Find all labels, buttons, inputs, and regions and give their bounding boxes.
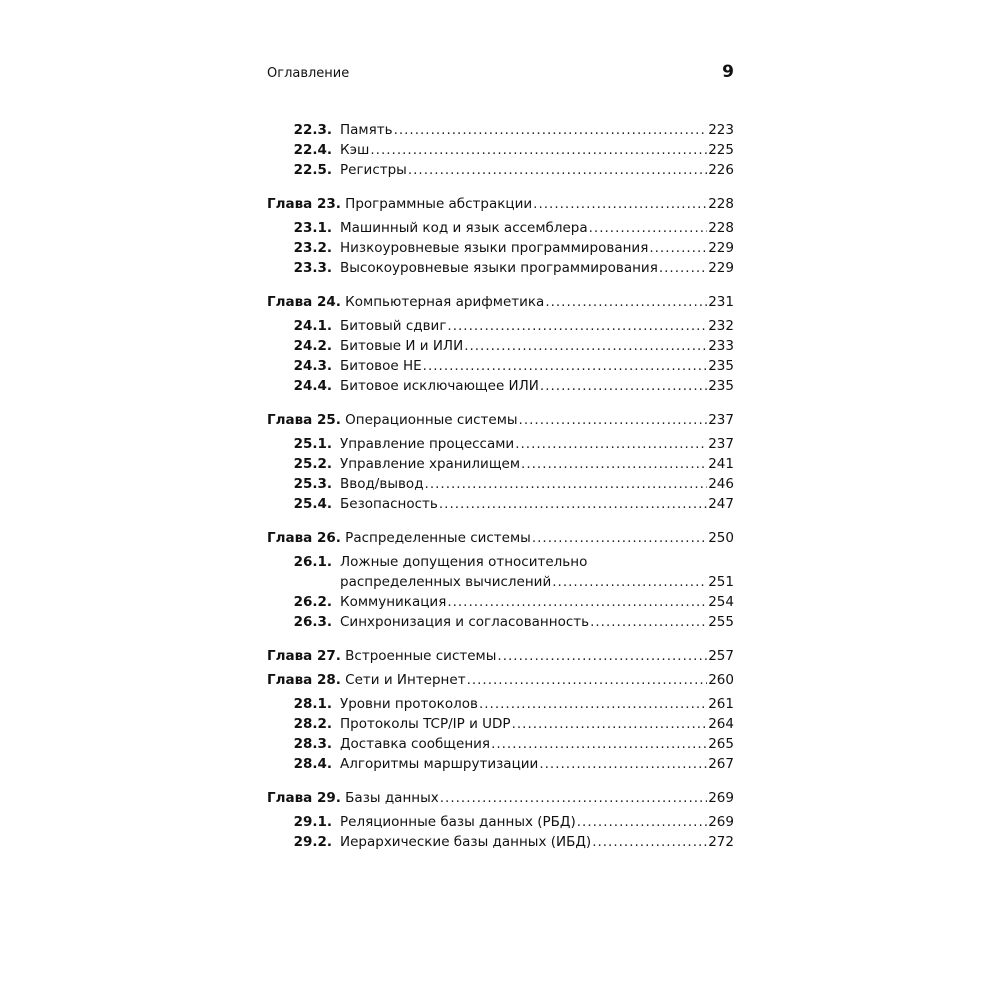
toc-section-entry <box>267 454 734 474</box>
toc-section-number: 22.3. <box>293 122 332 138</box>
toc-section-number: 23.1. <box>293 220 332 236</box>
toc-section-number: 28.3. <box>293 736 332 752</box>
toc-chapter-number: Глава 27. <box>267 648 341 664</box>
toc-entry-line <box>267 788 734 808</box>
toc-dot-leader <box>515 434 707 454</box>
toc-chapter-title: Встроенные системы <box>345 648 497 664</box>
toc-entry-line <box>267 218 734 238</box>
toc-dot-leader <box>447 316 707 336</box>
toc-page-number: 261 <box>708 696 734 712</box>
toc-chapter-title: Сети и Интернет <box>345 672 466 688</box>
toc-chapter-entry <box>267 410 734 430</box>
toc-chapter-entry <box>267 670 734 690</box>
toc-section-title: Реляционные базы данных (РБД) <box>340 814 576 830</box>
toc-section-entry <box>267 714 734 734</box>
toc-section-number: 22.5. <box>293 162 332 178</box>
toc-section-title: Битовые И и ИЛИ <box>340 338 464 354</box>
toc-entry-line <box>267 336 734 356</box>
toc-section-number: 24.4. <box>293 378 332 394</box>
toc-entry-line <box>267 528 734 548</box>
toc-chapter-entry <box>267 528 734 548</box>
toc-page-number: 272 <box>708 834 734 850</box>
toc-entry-line <box>267 376 734 396</box>
toc-entry-line <box>267 734 734 754</box>
toc-entry-line <box>267 754 734 774</box>
toc-dot-leader <box>577 812 707 832</box>
toc-entry-line <box>267 646 734 666</box>
toc-section-number: 25.3. <box>293 476 332 492</box>
toc-section-entry <box>267 812 734 832</box>
toc-section-number: 24.1. <box>293 318 332 334</box>
toc-section-title: распределенных вычислений <box>340 574 552 590</box>
toc-section-title: Коммуникация <box>340 594 447 610</box>
toc-section-title: Безопасность <box>340 496 438 512</box>
toc-dot-leader <box>491 734 707 754</box>
toc-entry-line <box>267 120 734 140</box>
toc-section-entry <box>267 612 734 632</box>
toc-dot-leader <box>592 832 707 852</box>
toc-section-title: Низкоуровневые языки программирования <box>340 240 649 256</box>
toc-chapter-number: Глава 29. <box>267 790 341 806</box>
toc-section-title: Протоколы TCP/IP и UDP <box>340 716 511 732</box>
toc-section-title: Машинный код и язык ассемблера <box>340 220 588 236</box>
toc-section-entry <box>267 434 734 454</box>
toc-chapter-number: Глава 26. <box>267 530 341 546</box>
toc-page-number: 257 <box>708 648 734 664</box>
toc-section-entry <box>267 258 734 278</box>
toc-section-title: Иерархические базы данных (ИБД) <box>340 834 592 850</box>
toc-page-number: 267 <box>708 756 734 772</box>
toc-page-number: 229 <box>708 240 734 256</box>
toc-entry-line <box>267 670 734 690</box>
toc-entry-line <box>267 494 734 514</box>
toc-section-entry <box>267 140 734 160</box>
table-of-contents <box>267 120 734 852</box>
toc-dot-leader <box>464 336 707 356</box>
toc-page-number: 233 <box>708 338 734 354</box>
toc-section-number: 26.3. <box>293 614 332 630</box>
toc-entry-line <box>267 434 734 454</box>
running-header-title: Оглавление <box>267 66 350 81</box>
toc-section-number: 24.3. <box>293 358 332 374</box>
toc-section-entry <box>267 218 734 238</box>
toc-section-number: 26.2. <box>293 594 332 610</box>
toc-page-number: 260 <box>708 672 734 688</box>
toc-section-entry <box>267 376 734 396</box>
toc-dot-leader <box>408 160 707 180</box>
toc-section-entry <box>267 734 734 754</box>
toc-section-title: Битовое НЕ <box>340 358 422 374</box>
toc-section-number: 23.3. <box>293 260 332 276</box>
toc-page-number: 265 <box>708 736 734 752</box>
toc-dot-leader <box>545 292 707 312</box>
toc-dot-leader <box>519 410 708 430</box>
toc-section-title: Битовый сдвиг <box>340 318 447 334</box>
toc-page-number: 237 <box>708 412 734 428</box>
toc-dot-leader <box>439 494 707 514</box>
toc-section-number: 29.2. <box>293 834 332 850</box>
toc-page-number: 223 <box>708 122 734 138</box>
toc-section-title: Управление процессами <box>340 436 515 452</box>
toc-page-number: 247 <box>708 496 734 512</box>
toc-section-number: 22.4. <box>293 142 332 158</box>
toc-entry-line <box>267 454 734 474</box>
toc-section-number: 25.1. <box>293 436 332 452</box>
toc-chapter-number: Глава 23. <box>267 196 341 212</box>
toc-entry-line <box>267 832 734 852</box>
toc-dot-leader <box>540 376 707 396</box>
toc-section-title-line1: Ложные допущения относительно <box>340 554 588 570</box>
toc-page-number: 237 <box>708 436 734 452</box>
toc-page-number: 250 <box>708 530 734 546</box>
toc-dot-leader <box>479 694 707 714</box>
toc-dot-leader <box>532 528 707 548</box>
toc-entry-line <box>267 316 734 336</box>
toc-page-number: 225 <box>708 142 734 158</box>
toc-section-title: Ввод/вывод <box>340 476 424 492</box>
toc-dot-leader <box>440 788 707 808</box>
toc-page-number: 254 <box>708 594 734 610</box>
toc-section-number: 24.2. <box>293 338 332 354</box>
toc-section-number: 29.1. <box>293 814 332 830</box>
toc-entry-line <box>267 572 734 592</box>
toc-entry-line <box>267 592 734 612</box>
toc-dot-leader <box>590 612 707 632</box>
toc-section-entry <box>267 552 734 592</box>
toc-chapter-number: Глава 28. <box>267 672 341 688</box>
toc-page-number: 269 <box>708 790 734 806</box>
toc-chapter-entry <box>267 646 734 666</box>
toc-dot-leader <box>552 572 707 592</box>
toc-entry-line <box>267 474 734 494</box>
toc-page-number: 226 <box>708 162 734 178</box>
toc-chapter-entry <box>267 788 734 808</box>
toc-page-number: 235 <box>708 358 734 374</box>
toc-dot-leader <box>521 454 707 474</box>
toc-section-title: Алгоритмы маршрутизации <box>340 756 539 772</box>
toc-entry-line <box>267 140 734 160</box>
toc-chapter-number: Глава 24. <box>267 294 341 310</box>
toc-section-entry <box>267 316 734 336</box>
page-number: 9 <box>722 62 734 82</box>
toc-entry-line <box>267 238 734 258</box>
toc-section-entry <box>267 336 734 356</box>
toc-section-title: Битовое исключающее ИЛИ <box>340 378 539 394</box>
toc-chapter-entry <box>267 292 734 312</box>
toc-page-number: 264 <box>708 716 734 732</box>
toc-section-title: Управление хранилищем <box>340 456 521 472</box>
toc-page-number: 228 <box>708 220 734 236</box>
toc-entry-line <box>267 356 734 376</box>
toc-section-title: Уровни протоколов <box>340 696 478 712</box>
toc-section-title: Память <box>340 122 393 138</box>
toc-dot-leader <box>649 238 707 258</box>
toc-chapter-title: Операционные системы <box>345 412 518 428</box>
toc-chapter-title: Базы данных <box>345 790 439 806</box>
toc-section-number: 28.2. <box>293 716 332 732</box>
toc-chapter-title: Распределенные системы <box>345 530 531 546</box>
toc-page-number: 251 <box>708 574 734 590</box>
toc-dot-leader <box>539 754 707 774</box>
toc-entry-line <box>267 410 734 430</box>
toc-chapter-title: Компьютерная арифметика <box>345 294 545 310</box>
toc-section-title: Высокоуровневые языки программирования <box>340 260 658 276</box>
toc-chapter-number: Глава 25. <box>267 412 341 428</box>
toc-dot-leader <box>512 714 708 734</box>
toc-section-entry <box>267 592 734 612</box>
toc-entry-line <box>267 812 734 832</box>
toc-entry-line <box>267 194 734 214</box>
toc-page-number: 232 <box>708 318 734 334</box>
toc-page-number: 229 <box>708 260 734 276</box>
toc-section-number: 28.4. <box>293 756 332 772</box>
toc-page-number: 228 <box>708 196 734 212</box>
toc-dot-leader <box>497 646 707 666</box>
toc-dot-leader <box>425 474 708 494</box>
toc-dot-leader <box>394 120 708 140</box>
toc-entry-line <box>267 694 734 714</box>
toc-section-entry <box>267 832 734 852</box>
toc-section-entry <box>267 238 734 258</box>
toc-dot-leader <box>447 592 707 612</box>
toc-section-number: 23.2. <box>293 240 332 256</box>
toc-section-entry <box>267 356 734 376</box>
toc-section-entry <box>267 120 734 140</box>
toc-page-number: 269 <box>708 814 734 830</box>
toc-dot-leader <box>659 258 707 278</box>
toc-chapter-entry <box>267 194 734 214</box>
toc-section-number: 26.1. <box>293 554 332 570</box>
toc-section-title: Регистры <box>340 162 407 178</box>
toc-dot-leader <box>467 670 708 690</box>
toc-section-entry <box>267 694 734 714</box>
toc-entry-line <box>267 714 734 734</box>
toc-page-number: 235 <box>708 378 734 394</box>
toc-chapter-title: Программные абстракции <box>345 196 533 212</box>
toc-section-entry <box>267 494 734 514</box>
toc-section-number: 25.4. <box>293 496 332 512</box>
toc-section-number: 25.2. <box>293 456 332 472</box>
toc-dot-leader <box>423 356 708 376</box>
toc-entry-line <box>267 258 734 278</box>
toc-section-entry <box>267 754 734 774</box>
toc-dot-leader <box>533 194 707 214</box>
toc-entry-line <box>267 292 734 312</box>
toc-section-entry <box>267 474 734 494</box>
toc-section-entry <box>267 160 734 180</box>
toc-section-title: Доставка сообщения <box>340 736 491 752</box>
toc-dot-leader <box>370 140 707 160</box>
toc-section-number: 28.1. <box>293 696 332 712</box>
toc-section-title: Кэш <box>340 142 370 158</box>
toc-page-number: 231 <box>708 294 734 310</box>
toc-page-number: 255 <box>708 614 734 630</box>
toc-section-title: Синхронизация и согласованность <box>340 614 590 630</box>
toc-entry-line <box>267 160 734 180</box>
toc-page-number: 241 <box>708 456 734 472</box>
toc-entry-line <box>267 612 734 632</box>
toc-dot-leader <box>589 218 708 238</box>
toc-page-number: 246 <box>708 476 734 492</box>
